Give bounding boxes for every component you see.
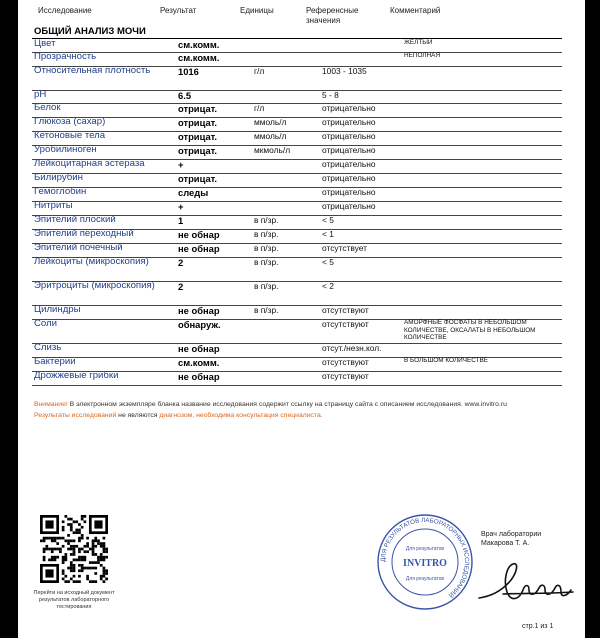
page-number: стр.1 из 1 bbox=[522, 623, 554, 630]
table-row bbox=[32, 103, 562, 118]
test-result: отрицат. bbox=[178, 173, 218, 184]
test-reference: отсутствуют bbox=[322, 371, 369, 381]
doctor-title: Врач лаборатории bbox=[481, 531, 542, 538]
table-row bbox=[32, 117, 562, 132]
test-result: 2 bbox=[178, 281, 184, 292]
test-name[interactable]: Глюкоза (сахар) bbox=[34, 116, 106, 127]
notice-line-2 bbox=[34, 412, 323, 419]
test-reference: отрицательно bbox=[322, 201, 376, 211]
test-result: не обнар bbox=[178, 305, 220, 316]
test-reference: отрицательно bbox=[322, 159, 376, 169]
test-reference: отрицательно bbox=[322, 131, 376, 141]
test-result: см.комм. bbox=[178, 39, 220, 50]
test-result: не обнар bbox=[178, 371, 220, 382]
table-row bbox=[32, 39, 562, 53]
table-row bbox=[32, 173, 562, 188]
test-name[interactable]: Нитриты bbox=[34, 200, 73, 211]
col-header-ref bbox=[306, 6, 358, 26]
test-units: г/л bbox=[254, 103, 265, 113]
col-header-result: Результат bbox=[160, 6, 197, 15]
stamp-inner-top: Для результатов bbox=[405, 546, 445, 552]
test-reference: 1003 - 1035 bbox=[322, 66, 367, 76]
test-result: обнаруж. bbox=[178, 319, 221, 330]
stamp-brand: INVITRO bbox=[403, 558, 447, 569]
col-header-units: Единицы bbox=[240, 6, 274, 15]
test-result: см.комм. bbox=[178, 52, 220, 63]
test-units: в п/зр. bbox=[254, 257, 279, 267]
test-units: в п/зр. bbox=[254, 305, 279, 315]
stamp-ring-text: ДЛЯ РЕЗУЛЬТАТОВ ЛАБОРАТОРНЫХ ИССЛЕДОВАНИЙ bbox=[379, 516, 471, 599]
test-units: в п/зр. bbox=[254, 215, 279, 225]
test-units: мкмоль/л bbox=[254, 145, 291, 155]
test-reference: отрицательно bbox=[322, 117, 376, 127]
test-reference: отрицательно bbox=[322, 145, 376, 155]
doctor-block bbox=[481, 530, 541, 548]
test-result: отрицат. bbox=[178, 131, 218, 142]
table-row bbox=[32, 319, 562, 344]
test-reference: отсутствует bbox=[322, 243, 367, 253]
test-reference: отсутствуют bbox=[322, 319, 369, 329]
test-name[interactable]: Относительная плотность bbox=[34, 65, 151, 76]
test-comment: АМОРФНЫЕ ФОСФАТЫ В НЕБОЛЬШОМ КОЛИЧЕСТВЕ, ОКСАЛАТЫ В НЕБОЛЬШОМ КОЛИЧЕСТВЕ bbox=[404, 319, 536, 341]
test-name[interactable]: Эпителий почечный bbox=[34, 242, 123, 253]
test-name[interactable]: Лейкоциты (микроскопия) bbox=[34, 256, 149, 267]
section-title: ОБЩИЙ АНАЛИЗ МОЧИ bbox=[34, 26, 146, 37]
test-reference: < 1 bbox=[322, 229, 334, 239]
notice-line2-b: не являются bbox=[116, 412, 160, 419]
col-header-ref-line1: Референсные bbox=[306, 6, 359, 15]
test-reference: отрицательно bbox=[322, 103, 376, 113]
table-row bbox=[32, 371, 562, 386]
col-header-ref-line2: значения bbox=[306, 16, 341, 25]
test-name[interactable]: Кетоновые тела bbox=[34, 130, 106, 141]
qr-caption: Перейти на исходный документ результатов лабораторного тестирования bbox=[33, 590, 115, 610]
test-name[interactable]: Эритроциты (микроскопия) bbox=[34, 280, 155, 291]
test-reference: отрицательно bbox=[322, 187, 376, 197]
test-name[interactable]: pH bbox=[34, 89, 47, 100]
test-result: отрицат. bbox=[178, 103, 218, 114]
notice-line-1 bbox=[34, 401, 507, 408]
stamp-inner-bottom: Для результатов bbox=[405, 576, 445, 582]
test-reference: отрицательно bbox=[322, 173, 376, 183]
test-units: в п/зр. bbox=[254, 243, 279, 253]
test-name[interactable]: Лейкоцитарная эстераза bbox=[34, 158, 145, 169]
test-result: следы bbox=[178, 187, 209, 198]
doctor-signature bbox=[473, 550, 583, 610]
test-result: + bbox=[178, 201, 184, 212]
test-name[interactable]: Билирубин bbox=[34, 172, 83, 183]
test-name[interactable]: Дрожжевые грибки bbox=[34, 370, 119, 381]
table-row bbox=[32, 257, 562, 282]
test-reference: отсутствуют bbox=[322, 357, 369, 367]
lab-stamp bbox=[375, 512, 475, 612]
test-result: не обнар bbox=[178, 229, 220, 240]
col-header-test: Исследование bbox=[38, 6, 92, 15]
test-comment: НЕПОЛНАЯ bbox=[404, 52, 441, 59]
test-reference: 5 - 8 bbox=[322, 90, 339, 100]
test-reference: < 2 bbox=[322, 281, 334, 291]
test-comment: В БОЛЬШОМ КОЛИЧЕСТВЕ bbox=[404, 357, 489, 364]
test-name[interactable]: Цилиндры bbox=[34, 304, 81, 315]
test-reference: отсутствуют bbox=[322, 305, 369, 315]
table-row bbox=[32, 131, 562, 146]
test-units: ммоль/л bbox=[254, 117, 287, 127]
test-result: + bbox=[178, 159, 184, 170]
test-name[interactable]: Соли bbox=[34, 318, 58, 329]
test-name[interactable]: Прозрачность bbox=[34, 51, 97, 62]
table-row bbox=[32, 305, 562, 320]
doctor-name: Макарова Т. А. bbox=[481, 540, 530, 547]
test-units: в п/зр. bbox=[254, 229, 279, 239]
test-units: г/л bbox=[254, 66, 265, 76]
test-name[interactable]: Эпителий плоский bbox=[34, 214, 116, 225]
test-result: см.комм. bbox=[178, 357, 220, 368]
report-page bbox=[18, 0, 585, 638]
test-result: отрицат. bbox=[178, 117, 218, 128]
table-row bbox=[32, 66, 562, 91]
test-name[interactable]: Белок bbox=[34, 102, 61, 113]
test-reference: отсут./незн.кол. bbox=[322, 343, 382, 353]
test-result: 6.5 bbox=[178, 90, 192, 101]
test-units: ммоль/л bbox=[254, 131, 287, 141]
test-name[interactable]: Слизь bbox=[34, 342, 62, 353]
test-result: не обнар bbox=[178, 343, 220, 354]
test-result: 1 bbox=[178, 215, 184, 226]
table-row bbox=[32, 187, 562, 202]
table-row bbox=[32, 90, 562, 104]
test-name[interactable]: Цвет bbox=[34, 38, 56, 49]
test-result: отрицат. bbox=[178, 145, 218, 156]
table-row bbox=[32, 281, 562, 306]
test-comment: ЖЕЛТЫЙ bbox=[404, 39, 433, 46]
notice-line2-c: диагнозом, необходима консультация специалиста. bbox=[159, 412, 323, 419]
col-header-comment: Комментарий bbox=[390, 6, 441, 15]
qr-code[interactable] bbox=[40, 515, 108, 583]
test-reference: < 5 bbox=[322, 257, 334, 267]
notice-line2-a: Результаты исследований bbox=[34, 412, 117, 419]
test-name[interactable]: Бактерии bbox=[34, 356, 76, 367]
table-row bbox=[32, 159, 562, 174]
test-name[interactable]: Гемоглобин bbox=[34, 186, 87, 197]
test-result: не обнар bbox=[178, 243, 220, 254]
test-name[interactable]: Уробилиноген bbox=[34, 144, 97, 155]
test-name[interactable]: Эпителий переходный bbox=[34, 228, 134, 239]
test-units: в п/зр. bbox=[254, 281, 279, 291]
notice-label: Внимание! bbox=[34, 401, 68, 408]
notice-text: В электронном экземпляре бланка название исследования содержит ссылку на страницу сайта с описанием исследования. www.invitro.ru bbox=[67, 401, 507, 408]
test-result: 1016 bbox=[178, 66, 199, 77]
test-result: 2 bbox=[178, 257, 184, 268]
test-reference: < 5 bbox=[322, 215, 334, 225]
table-row bbox=[32, 343, 562, 358]
